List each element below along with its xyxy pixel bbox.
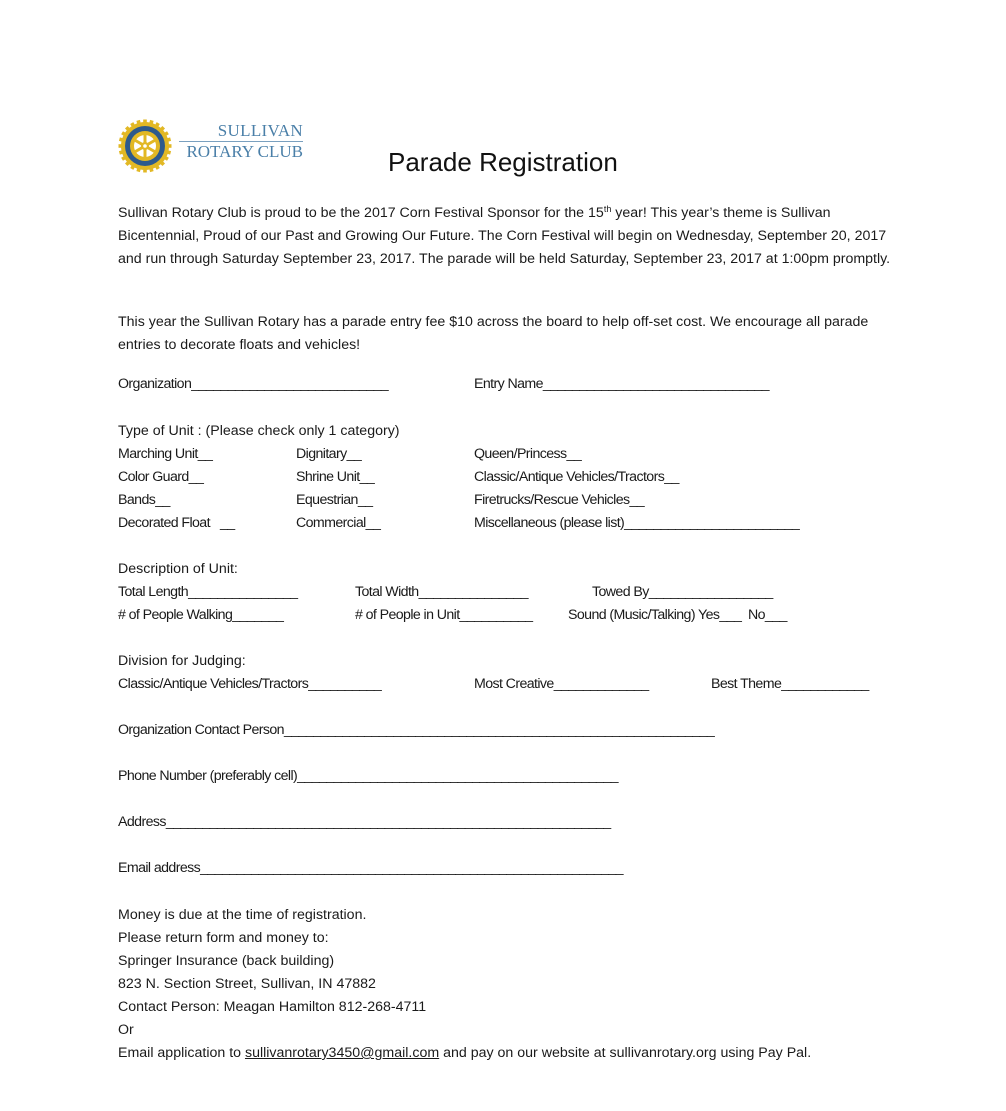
unit-option-queen[interactable]: Queen/Princess__ bbox=[474, 446, 582, 462]
logo-line-2: ROTARY CLUB bbox=[186, 142, 303, 161]
unit-option-miscellaneous[interactable]: Miscellaneous (please list)________________________ bbox=[474, 515, 800, 531]
judging-heading: Division for Judging: bbox=[118, 653, 246, 669]
email-suffix: and pay on our website at sullivanrotary.org using Pay Pal. bbox=[439, 1045, 812, 1061]
logo-line-1: SULLIVAN bbox=[217, 121, 303, 140]
intro-paragraph bbox=[118, 202, 898, 271]
unit-option-marching[interactable]: Marching Unit__ bbox=[118, 446, 213, 462]
unit-option-color-guard[interactable]: Color Guard__ bbox=[118, 469, 204, 485]
unit-option-shrine[interactable]: Shrine Unit__ bbox=[296, 469, 375, 485]
judging-best-theme-field[interactable]: Best Theme____________ bbox=[711, 676, 869, 692]
unit-option-firetrucks[interactable]: Firetrucks/Rescue Vehicles__ bbox=[474, 492, 645, 508]
footer-line: Please return form and money to: bbox=[118, 930, 329, 946]
address-field[interactable]: Address_____________________________________________________________ bbox=[118, 814, 611, 830]
unit-option-decorated-float[interactable]: Decorated Float __ bbox=[118, 515, 235, 531]
page-title: Parade Registration bbox=[388, 147, 618, 177]
email-link[interactable]: sullivanrotary3450@gmail.com bbox=[244, 1045, 440, 1061]
towed-by-field[interactable]: Towed By_________________ bbox=[592, 584, 773, 600]
sullivan-rotary-logo bbox=[117, 116, 307, 176]
email-instruction-line bbox=[118, 1042, 811, 1065]
footer-line: 823 N. Section Street, Sullivan, IN 47882 bbox=[118, 976, 376, 992]
logo-wordmark bbox=[179, 122, 303, 161]
intro-text-a: Sullivan Rotary Club is proud to be the 2017 Corn Festival Sponsor for the 15 bbox=[118, 205, 604, 221]
intro-superscript: th bbox=[603, 204, 612, 214]
unit-option-dignitary[interactable]: Dignitary__ bbox=[296, 446, 362, 462]
fee-paragraph: This year the Sullivan Rotary has a parade entry fee $10 across the board to help off-set cost. We encourage all parade entries to decorate floats and vehicles! bbox=[118, 314, 869, 353]
contact-person-field[interactable]: Organization Contact Person___________________________________________________________ bbox=[118, 722, 715, 738]
footer-line: Springer Insurance (back building) bbox=[118, 953, 335, 969]
phone-number-field[interactable]: Phone Number (preferably cell)____________________________________________ bbox=[118, 768, 618, 784]
total-length-field[interactable]: Total Length_______________ bbox=[118, 584, 298, 600]
total-width-field[interactable]: Total Width_______________ bbox=[355, 584, 528, 600]
organization-field[interactable]: Organization___________________________ bbox=[118, 376, 389, 392]
description-heading: Description of Unit: bbox=[118, 561, 238, 577]
sound-yes-no-field[interactable]: Sound (Music/Talking) Yes___ No___ bbox=[568, 607, 787, 623]
judging-classic-field[interactable]: Classic/Antique Vehicles/Tractors__________ bbox=[118, 676, 382, 692]
unit-option-classic-vehicles[interactable]: Classic/Antique Vehicles/Tractors__ bbox=[474, 469, 679, 485]
people-walking-field[interactable]: # of People Walking_______ bbox=[118, 607, 284, 623]
unit-type-heading: Type of Unit : (Please check only 1 category) bbox=[118, 423, 400, 439]
entry-name-field[interactable]: Entry Name_______________________________ bbox=[474, 376, 769, 392]
unit-option-commercial[interactable]: Commercial__ bbox=[296, 515, 381, 531]
people-in-unit-field[interactable]: # of People in Unit__________ bbox=[355, 607, 533, 623]
intro-text-b: year! This year’s theme is Sullivan Bicentennial, Proud of our Past and Growing Our Future. The Corn Festival will begin on Wednesday, September 20, 2017 and run through Saturday September 23, 2017. The parade will be held Saturday, September 23, 2017 at 1:00pm promptly. bbox=[118, 205, 891, 267]
email-prefix: Email application to bbox=[118, 1045, 245, 1061]
unit-option-bands[interactable]: Bands__ bbox=[118, 492, 170, 508]
footer-line: Or bbox=[118, 1022, 134, 1038]
footer-line: Contact Person: Meagan Hamilton 812-268-4711 bbox=[118, 999, 427, 1015]
rotary-wheel-icon bbox=[117, 118, 173, 174]
footer-line: Money is due at the time of registration. bbox=[118, 907, 367, 923]
email-address-field[interactable]: Email address__________________________________________________________ bbox=[118, 860, 623, 876]
judging-most-creative-field[interactable]: Most Creative_____________ bbox=[474, 676, 649, 692]
unit-option-equestrian[interactable]: Equestrian__ bbox=[296, 492, 373, 508]
